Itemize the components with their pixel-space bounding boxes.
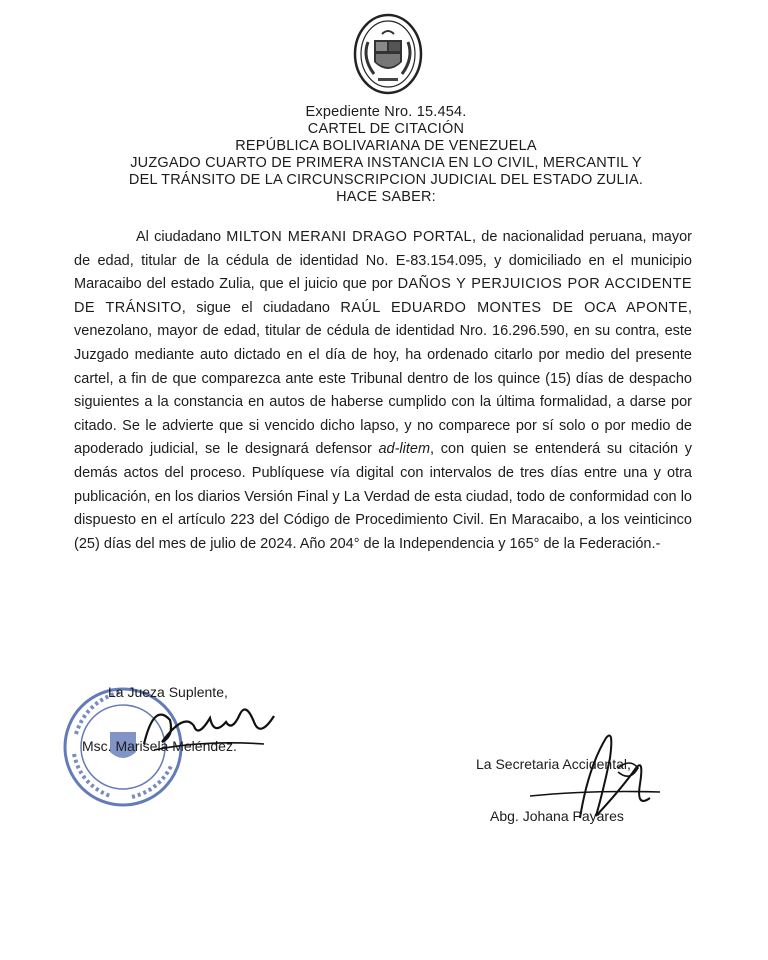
country-name: REPÚBLICA BOLIVARIANA DE VENEZUELA	[235, 138, 537, 154]
body-text-3: , sigue el ciudadano	[181, 299, 341, 316]
citation-title: CARTEL DE CITACIÓN	[307, 121, 465, 137]
citation-paragraph	[74, 226, 692, 556]
document-header	[60, 104, 712, 206]
judge-title: La Jueza Suplente,	[108, 684, 228, 700]
hace-saber: HACE SABER:	[336, 189, 436, 205]
body-text-1: Al ciudadano	[136, 229, 227, 245]
secretary-handwritten-signature	[510, 728, 690, 828]
judge-signature-block	[60, 684, 300, 824]
court-name-line2: DEL TRÁNSITO DE LA CIRCUNSCRIPCION JUDICIAL DEL ESTADO ZULIA.	[128, 172, 644, 188]
judge-handwritten-signature	[114, 692, 294, 762]
plaintiff-name: RAÚL EDUARDO MONTES DE OCA APONTE	[340, 299, 688, 316]
case-type: DAÑOS Y PERJUICIOS POR ACCIDENTE DE TRÁNSITO	[74, 276, 692, 316]
body-text-2: , de nacionalidad peruana, mayor de edad, titular de la cédula de identidad No. E-83.154.095, y domiciliado en el municipio Maracaibo del estado Zulia, que el juicio que por	[74, 229, 693, 293]
secretary-name: Abg. Johana Payares	[490, 808, 624, 824]
secretary-signature-block	[470, 728, 700, 838]
coat-of-arms-seal-icon	[352, 12, 424, 96]
judge-name: Msc. Marisela Meléndez.	[82, 738, 237, 754]
court-name-line1: JUZGADO CUARTO DE PRIMERA INSTANCIA EN LO CIVIL, MERCANTIL Y	[130, 155, 642, 171]
body-text-5: , con quien se entenderá su citación y demás actos del proceso. Publíquese vía digital con intervalos de tres días entre una y otra publicación, en los diarios Versión Final y La Verdad de esta ciudad, todo de conformidad con lo dispuesto en el artículo 223 del Código de Procedimiento Civil. En Maracaibo, a los veinticinco (25) días del mes de julio de 2024. Año 204° de la Independencia y 165° de la Federación.-	[74, 441, 692, 552]
citation-body	[74, 226, 692, 556]
body-text-4: , venezolano, mayor de edad, titular de cédula de identidad Nro. 16.296.590, en su contra, este Juzgado mediante auto dictado en el día de hoy, ha ordenado citarlo por medio del presente cartel, a fin de que comparezca ante este Tribunal dentro de los quince (15) días de despacho siguientes a la constancia en autos de haberse cumplido con la última formalidad, a darse por citado. Se le advierte que si vencido dicho lapso, y no comparece por sí solo o por medio de apoderado judicial, se le designará defensor	[74, 299, 693, 458]
secretary-title: La Secretaria Accidental,	[476, 756, 631, 772]
ad-litem-term: ad-litem	[378, 441, 431, 458]
defendant-name: MILTON MERANI DRAGO PORTAL	[226, 229, 473, 245]
case-number: Expediente Nro. 15.454.	[305, 104, 467, 120]
